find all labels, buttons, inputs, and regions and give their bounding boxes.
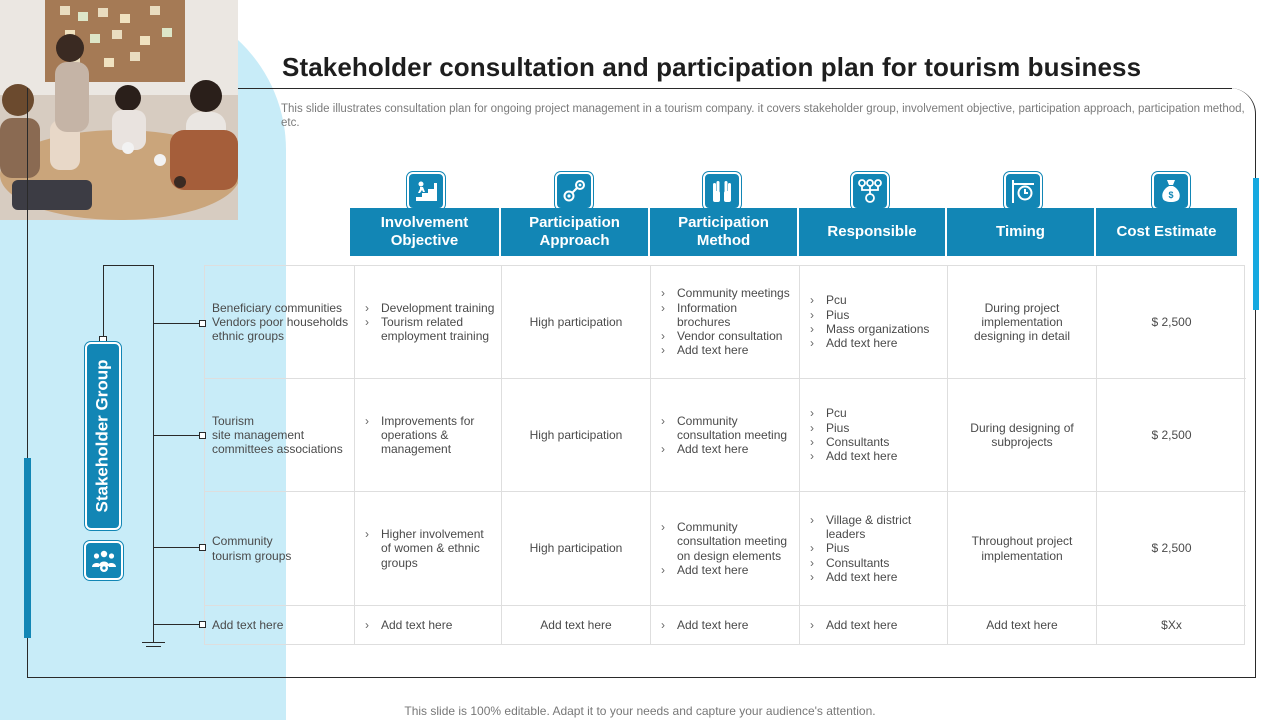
- cell-participation-approach-text: High participation: [529, 427, 623, 442]
- cell-participation-method: [651, 606, 800, 644]
- stakeholder-group-text: Stakeholder Group: [93, 359, 112, 513]
- stakeholder-group-label: [85, 342, 121, 530]
- cell-timing: [948, 266, 1097, 379]
- cell-cost-estimate: [1097, 379, 1246, 492]
- bullet-item: › Pius: [807, 421, 897, 435]
- cell-participation-method-list: [658, 286, 799, 357]
- cell-stakeholder-group-lines: [212, 301, 348, 344]
- bullet-item: › Add text here: [362, 618, 452, 632]
- stairs-progress-icon: [407, 172, 445, 210]
- cell-stakeholder-group-lines: [212, 414, 354, 457]
- bullet-item: › Higher involvement of women & ethnic groups: [362, 527, 495, 570]
- cell-participation-approach: [502, 606, 651, 644]
- cell-participation-approach: [502, 266, 651, 379]
- cell-involvement-objective: [355, 266, 502, 379]
- cell-participation-approach-text: High participation: [529, 541, 623, 556]
- cell-timing: [948, 379, 1097, 492]
- bullet-item: › Tourism related employment training: [362, 315, 495, 344]
- cell-cost-estimate: [1097, 266, 1246, 379]
- bullet-item: › Consultants: [807, 435, 897, 449]
- tree-branch-node: [199, 320, 206, 327]
- cell-stakeholder-group: [205, 266, 355, 379]
- cell-cost-estimate: [1097, 606, 1246, 644]
- cell-involvement-objective: [355, 492, 502, 606]
- header-cost-estimate: Cost Estimate: [1096, 208, 1237, 256]
- group-line: Beneficiary communities: [212, 300, 343, 315]
- bullet-item: › Mass organizations: [807, 322, 929, 336]
- cell-cost-estimate: [1097, 492, 1246, 606]
- cell-responsible-list: [807, 293, 935, 350]
- bullet-item: › Community consultation meeting: [658, 414, 793, 443]
- bullet-item: › Add text here: [807, 618, 897, 632]
- cell-involvement-objective-list: [362, 527, 501, 570]
- group-line: Tourism: [212, 413, 255, 428]
- bullet-item: › Add text here: [807, 449, 897, 463]
- bullet-item: › Development training: [362, 301, 495, 315]
- cell-participation-method-list: [658, 414, 799, 457]
- tree-branch: [153, 323, 201, 324]
- bullet-item: › Improvements for operations & management: [362, 414, 495, 457]
- cell-responsible: [800, 266, 948, 379]
- group-line: site management committees associations: [212, 427, 343, 457]
- tree-ground-line: [146, 646, 161, 647]
- tree-connector-stub: [103, 265, 104, 340]
- tree-branch-node: [199, 621, 206, 628]
- raised-hands-icon: [703, 172, 741, 210]
- tree-branch-node: [199, 432, 206, 439]
- gear-target-icon: [555, 172, 593, 210]
- cell-timing-text: Throughout project implementation: [971, 534, 1073, 563]
- bullet-item: › Pius: [807, 541, 941, 555]
- cell-participation-method: [651, 266, 800, 379]
- team-meeting-photo: [0, 0, 238, 220]
- cell-responsible-list: [807, 513, 947, 584]
- cell-involvement-objective: [355, 606, 502, 644]
- header-responsible: Responsible: [799, 208, 946, 256]
- cell-participation-approach-text: High participation: [529, 314, 623, 329]
- bullet-item: › Add text here: [658, 442, 793, 456]
- cell-timing: [948, 606, 1097, 644]
- bullet-item: › Community consultation meeting on design elements: [658, 520, 793, 563]
- cell-involvement-objective-list: [362, 414, 501, 457]
- bullet-item: › Add text here: [807, 336, 929, 350]
- tree-branch: [153, 547, 201, 548]
- cell-participation-method-list: [658, 618, 754, 632]
- tree-connector-top: [103, 265, 154, 266]
- cell-participation-method: [651, 492, 800, 606]
- stakeholder-table: [204, 265, 1245, 645]
- tree-ground-line: [142, 642, 165, 643]
- bullet-item: › Add text here: [658, 618, 748, 632]
- cell-cost-estimate-text: $ 2,500: [1151, 541, 1192, 556]
- group-line: ethnic groups: [212, 329, 285, 344]
- footer-text: This slide is 100% editable. Adapt it to your needs and capture your audience's attention.: [404, 704, 876, 718]
- bullet-item: › Pius: [807, 308, 929, 322]
- cell-participation-approach: [502, 379, 651, 492]
- cell-participation-approach-text: Add text here: [540, 617, 612, 632]
- bullet-item: › Village & district leaders: [807, 513, 941, 542]
- tree-branch: [153, 624, 201, 625]
- header-participation-method: Participation Method: [650, 208, 798, 256]
- page-subtitle: This slide illustrates consultation plan for ongoing project management in a tourism company. it covers stakeholder group, involvement objective, participation approach, participation method, etc.: [281, 103, 1245, 129]
- cell-timing-text: During project implementation designing in detail: [973, 300, 1071, 344]
- team-group-icon: [84, 541, 123, 580]
- cell-participation-method: [651, 379, 800, 492]
- cell-responsible-list: [807, 618, 903, 632]
- cell-responsible: [800, 379, 948, 492]
- svg-text:$: $: [1168, 190, 1174, 200]
- header-participation-approach: Participation Approach: [501, 208, 649, 256]
- cell-stakeholder-group-lines: [212, 534, 291, 563]
- cell-stakeholder-group: [205, 379, 355, 492]
- cell-cost-estimate-text: $ 2,500: [1151, 314, 1192, 329]
- right-accent-bar: [1253, 178, 1259, 310]
- cell-responsible: [800, 492, 948, 606]
- bullet-item: › Consultants: [807, 556, 941, 570]
- cell-cost-estimate-text: $Xx: [1161, 617, 1182, 632]
- tree-branch-node: [199, 544, 206, 551]
- frame-top-line: [238, 88, 1232, 89]
- bullet-item: › Add text here: [658, 563, 793, 577]
- footer-note: [0, 704, 1280, 718]
- bullet-item: › Community meetings: [658, 286, 793, 300]
- cell-timing-text: Add text here: [986, 617, 1058, 632]
- left-accent-bar: [24, 458, 31, 638]
- money-bag-icon: [1152, 172, 1190, 210]
- group-line: tourism groups: [212, 548, 292, 563]
- cell-responsible: [800, 606, 948, 644]
- header-timing: Timing: [947, 208, 1095, 256]
- tree-branch: [153, 435, 201, 436]
- clock-sign-icon: [1004, 172, 1042, 210]
- cell-stakeholder-group-lines: [212, 618, 283, 632]
- bullet-item: › Pcu: [807, 406, 897, 420]
- cell-involvement-objective: [355, 379, 502, 492]
- bullet-item: › Pcu: [807, 293, 929, 307]
- group-line: Add text here: [212, 617, 284, 632]
- cell-stakeholder-group: [205, 492, 355, 606]
- cell-participation-method-list: [658, 520, 799, 577]
- group-line: Vendors poor households: [212, 314, 349, 329]
- bullet-item: › Information brochures: [658, 301, 793, 330]
- bullet-item: › Vendor consultation: [658, 329, 793, 343]
- org-chart-icon: [851, 172, 889, 210]
- cell-timing-text: During designing of subprojects: [970, 420, 1074, 449]
- cell-responsible-list: [807, 406, 903, 463]
- bullet-item: › Add text here: [658, 343, 793, 357]
- cell-timing: [948, 492, 1097, 606]
- cell-stakeholder-group: [205, 606, 355, 644]
- cell-involvement-objective-list: [362, 301, 501, 344]
- page-title: Stakeholder consultation and participation plan for tourism business: [282, 52, 1142, 82]
- header-involvement-objective: Involvement Objective: [350, 208, 500, 256]
- cell-participation-approach: [502, 492, 651, 606]
- group-line: Community: [212, 534, 273, 549]
- cell-involvement-objective-list: [362, 618, 458, 632]
- cell-cost-estimate-text: $ 2,500: [1151, 427, 1192, 442]
- bullet-item: › Add text here: [807, 570, 941, 584]
